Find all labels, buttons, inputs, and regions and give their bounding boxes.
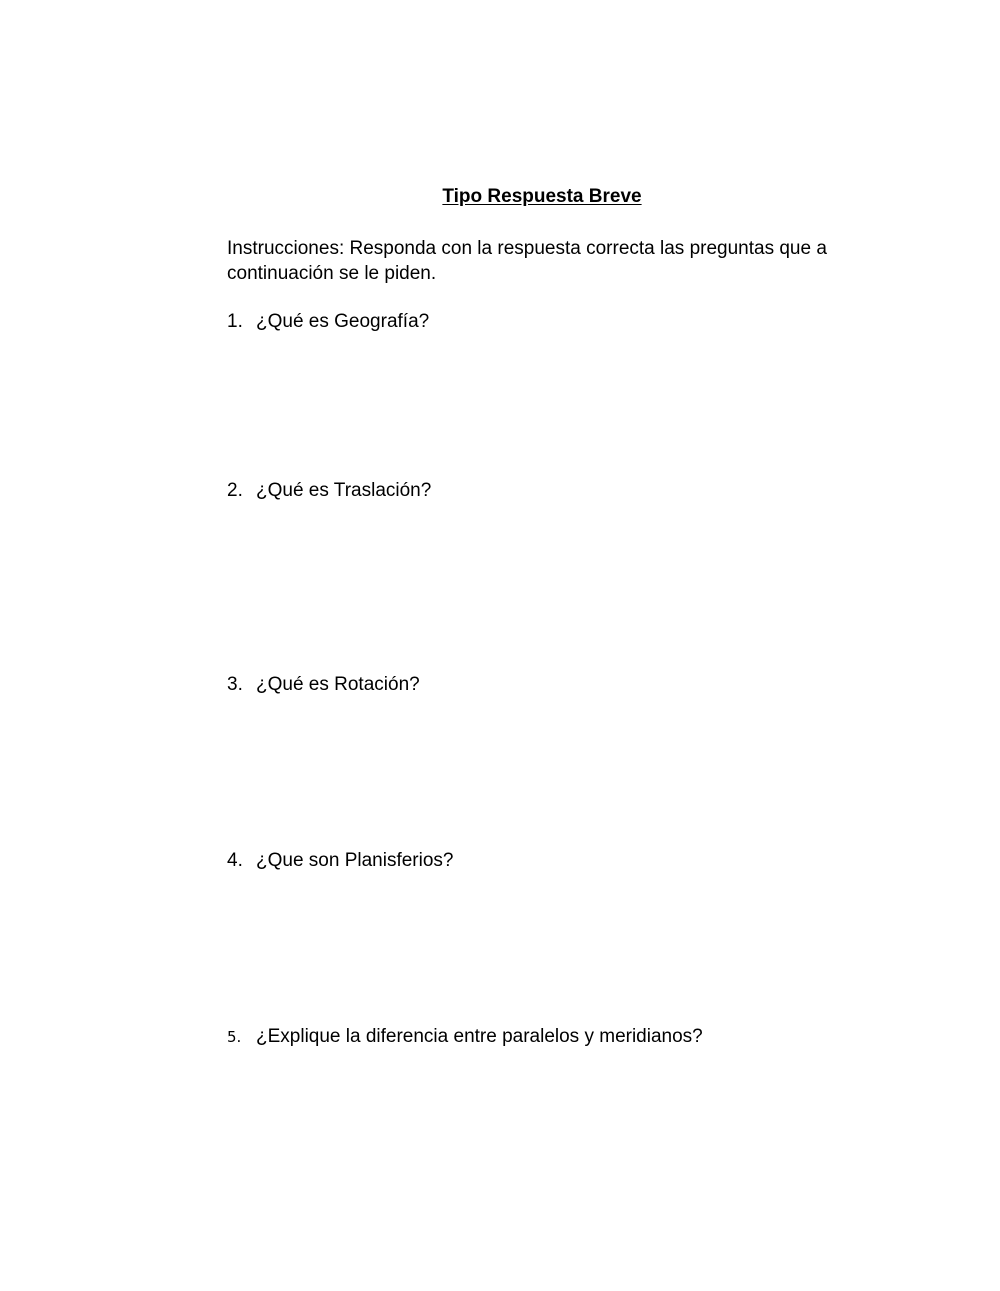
question-number: 2. — [227, 480, 243, 501]
question-text: ¿Qué es Rotación? — [256, 674, 420, 695]
question-number: 4. — [227, 850, 243, 871]
question-item — [227, 673, 420, 697]
question-text: ¿Explique la diferencia entre paralelos y meridianos? — [256, 1026, 703, 1047]
question-item — [227, 1025, 703, 1049]
instructions-text: Instrucciones: Responda con la respuesta correcta las preguntas que a continuación se le piden. — [227, 238, 827, 284]
question-text: ¿Qué es Geografía? — [256, 311, 430, 332]
worksheet-title: Tipo Respuesta Breve — [442, 186, 642, 207]
question-item — [227, 310, 429, 334]
question-text: ¿Que son Planisferios? — [256, 850, 454, 871]
question-item — [227, 479, 431, 503]
question-number: 5. — [227, 1028, 242, 1046]
question-item — [227, 849, 454, 873]
question-number: 1. — [227, 311, 243, 332]
question-number: 3. — [227, 674, 243, 695]
question-text: ¿Qué es Traslación? — [256, 480, 432, 501]
